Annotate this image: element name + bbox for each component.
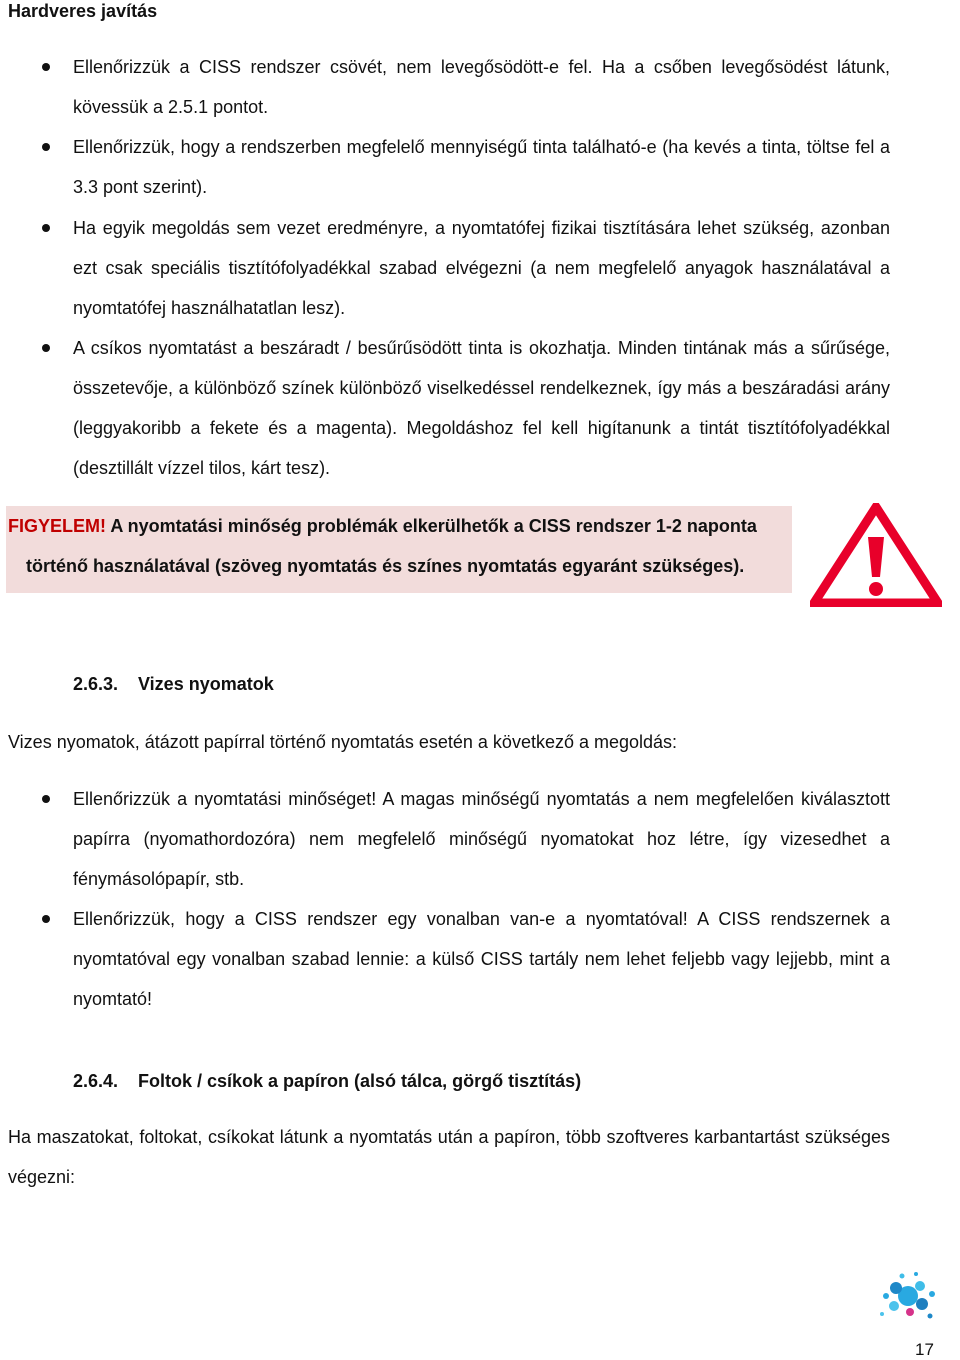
- list-item: Ellenőrizzük, hogy a CISS rendszer egy vonalban van-e a nyomtatóval! A CISS rendszernek a nyomtatóval egy vonalban szabad lennie: a külső CISS tartály nem lehet feljebb vagy lejjebb, mint a nyomtató!: [0, 899, 960, 1019]
- hardware-list-continued: [0, 208, 960, 488]
- warning-flag: FIGYELEM!: [8, 516, 106, 536]
- list-item: Ha egyik megoldás sem vezet eredményre, a nyomtatófej fizikai tisztítására lehet szükség, azonban ezt csak speciális tisztítófolyadékkal szabad elvégezni (a nem megfelelő anyagok használatával a nyomtatófej használhatatlan lesz).: [0, 208, 960, 328]
- hardware-list: [0, 47, 960, 207]
- page-number: 17: [915, 1340, 934, 1359]
- section-intro: Ha maszatokat, foltokat, csíkokat látunk a nyomtatás után a papíron, több szoftveres karbantartást szükséges végezni:: [8, 1127, 890, 1187]
- list-item: Ellenőrizzük, hogy a rendszerben megfelelő mennyiségű tinta található-e (ha kevés a tinta, töltse fel a 3.3 pont szerint).: [0, 127, 960, 207]
- splash-logo-icon: [872, 1268, 944, 1328]
- section-title: Hardveres javítás: [8, 1, 158, 21]
- section-heading-263: [73, 673, 274, 695]
- section-intro: Vizes nyomatok, átázott papírral történő nyomtatás esetén a következő a megoldás:: [8, 732, 678, 752]
- section-heading-title: Vizes nyomatok: [138, 674, 274, 694]
- list-item: Ellenőrizzük a CISS rendszer csövét, nem levegősödött-e fel. Ha a csőben levegősödést látunk, kövessük a 2.5.1 pontot.: [0, 47, 960, 127]
- section-heading-title: Foltok / csíkok a papíron (alsó tálca, görgő tisztítás): [138, 1071, 582, 1091]
- list-item: A csíkos nyomtatást a beszáradt / besűrűsödött tinta is okozhatja. Minden tintának más a sűrűsége, összetevője, a különböző színek különböző viselkedéssel rendelkeznek, így más a beszáradási arány (leggyakoribb a fekete és a magenta). Megoldáshoz fel kell higítanunk a tintát tisztítófolyadékkal (desztillált vízzel tilos, kárt tesz).: [0, 328, 960, 488]
- section-number: 2.6.3.: [73, 674, 119, 694]
- warning-line-1: A nyomtatási minőség problémák elkerülhetők a CISS rendszer 1-2 naponta: [106, 516, 757, 536]
- section-heading-264: [73, 1070, 581, 1092]
- wet-prints-list: [0, 779, 960, 1019]
- warning-triangle-icon: [810, 503, 942, 607]
- section-number: 2.6.4.: [73, 1071, 119, 1091]
- list-item: Ellenőrizzük a nyomtatási minőséget! A magas minőségű nyomtatás a nem megfelelően kiválasztott papírra (nyomathordozóra) nem megfelelő minőségű nyomatokat hoz létre, így vizesedhet a fénymásolópapír, stb.: [0, 779, 960, 899]
- warning-line-2: történő használatával (szöveg nyomtatás és színes nyomtatás egyaránt szükséges).: [26, 556, 745, 576]
- warning-text: [8, 506, 798, 586]
